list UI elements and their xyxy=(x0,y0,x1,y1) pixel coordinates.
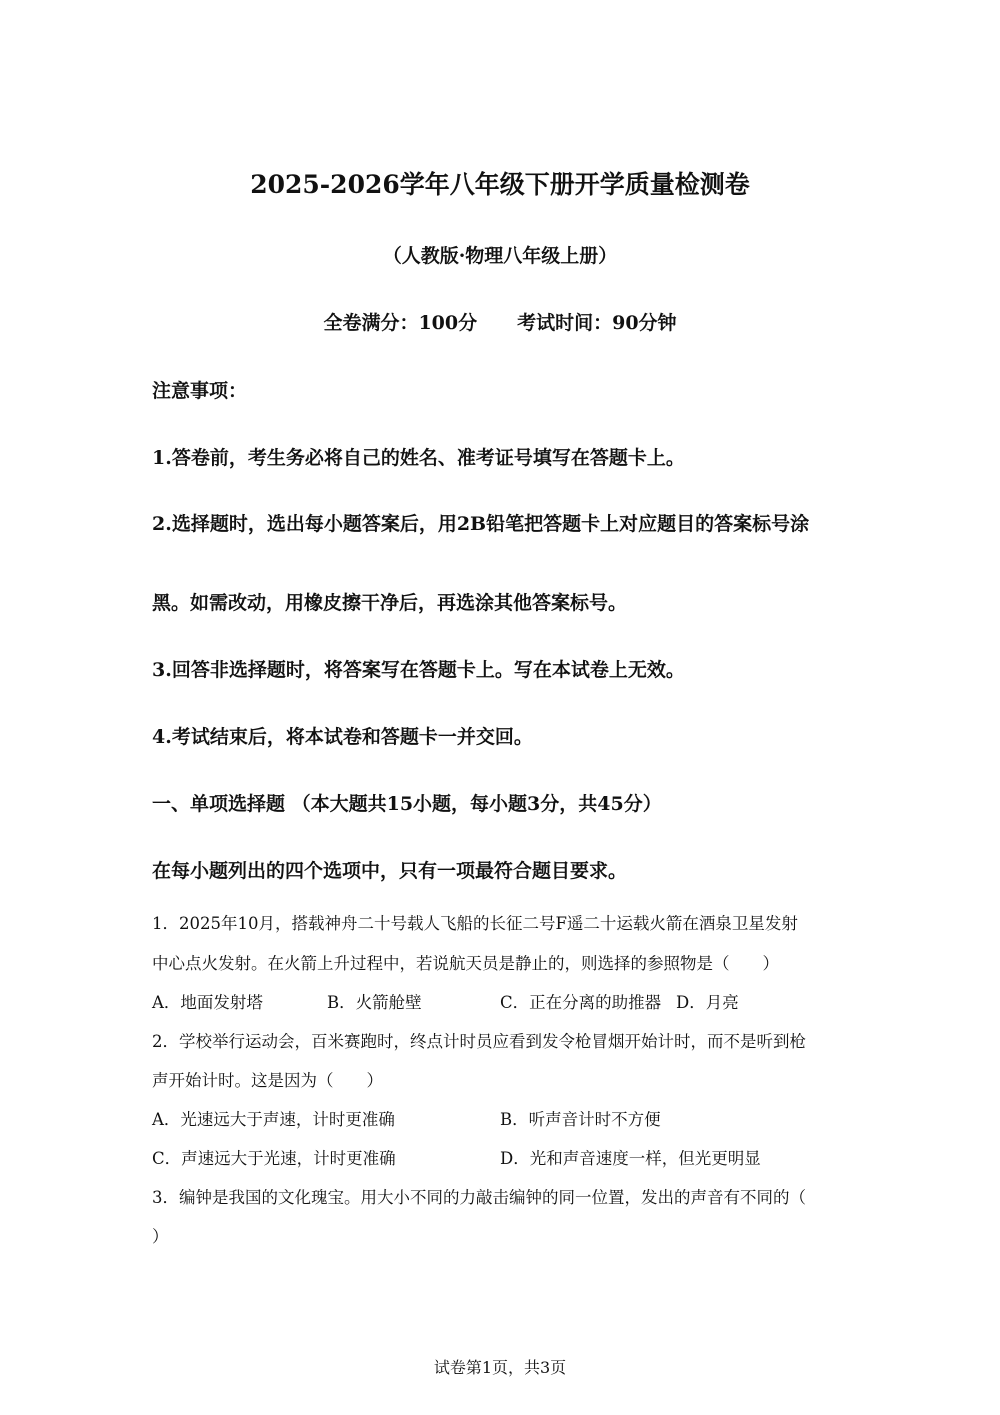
note-item-3: 3.回答非选择题时，将答案写在答题卡上。写在本试卷上无效。 xyxy=(152,659,685,681)
question-3-line-1: 3．编钟是我国的文化瑰宝。用大小不同的力敲击编钟的同一位置，发出的声音有不同的（ xyxy=(152,1188,806,1207)
page-footer: 试卷第1页，共3页 xyxy=(433,1358,567,1377)
question-1-option-d: D．月亮 xyxy=(676,993,739,1012)
question-1-option-a: A．地面发射塔 xyxy=(152,993,263,1012)
question-2-line-1: 2．学校举行运动会，百米赛跑时，终点计时员应看到发令枪冒烟开始计时，而不是听到枪 xyxy=(152,1032,806,1051)
section-heading: 一、单项选择题 （本大题共15小题，每小题3分，共45分） xyxy=(152,793,662,815)
note-item-2-cont: 黑。如需改动，用橡皮擦干净后，再选涂其他答案标号。 xyxy=(152,592,628,614)
question-1-line-1: 1．2025年10月，搭载神舟二十号载人飞船的长征二号F遥二十运载火箭在酒泉卫星发射 xyxy=(152,914,798,933)
question-2-option-a: A．光速远大于声速，计时更准确 xyxy=(152,1110,395,1129)
page-subtitle: （人教版·物理八年级上册） xyxy=(382,245,618,267)
notes-heading: 注意事项： xyxy=(152,380,248,402)
note-item-1: 1.答卷前，考生务必将自己的姓名、准考证号填写在答题卡上。 xyxy=(152,447,685,469)
question-2-option-d: D．光和声音速度一样，但光更明显 xyxy=(500,1149,761,1168)
question-2-option-b: B．听声音计时不方便 xyxy=(500,1110,661,1129)
question-2-line-2: 声开始计时。这是因为（ ） xyxy=(152,1071,383,1090)
question-1-option-c: C．正在分离的助推器 xyxy=(500,993,662,1012)
question-3-line-2: ） xyxy=(152,1227,169,1246)
note-item-4: 4.考试结束后，将本试卷和答题卡一并交回。 xyxy=(152,726,533,748)
question-1-line-2: 中心点火发射。在火箭上升过程中，若说航天员是静止的，则选择的参照物是（ ） xyxy=(152,954,779,973)
full-score: 全卷满分：100分 xyxy=(323,312,478,334)
section-instruction: 在每小题列出的四个选项中，只有一项最符合题目要求。 xyxy=(152,860,628,882)
exam-time: 考试时间：90分钟 xyxy=(517,312,677,334)
exam-info xyxy=(0,309,1000,337)
note-item-2: 2.选择题时，选出每小题答案后，用2B铅笔把答题卡上对应题目的答案标号涂 xyxy=(152,513,810,535)
question-1-option-b: B．火箭舱壁 xyxy=(327,993,422,1012)
page-title: 2025-2026学年八年级下册开学质量检测卷 xyxy=(250,170,750,199)
question-2-option-c: C．声速远大于光速，计时更准确 xyxy=(152,1149,396,1168)
